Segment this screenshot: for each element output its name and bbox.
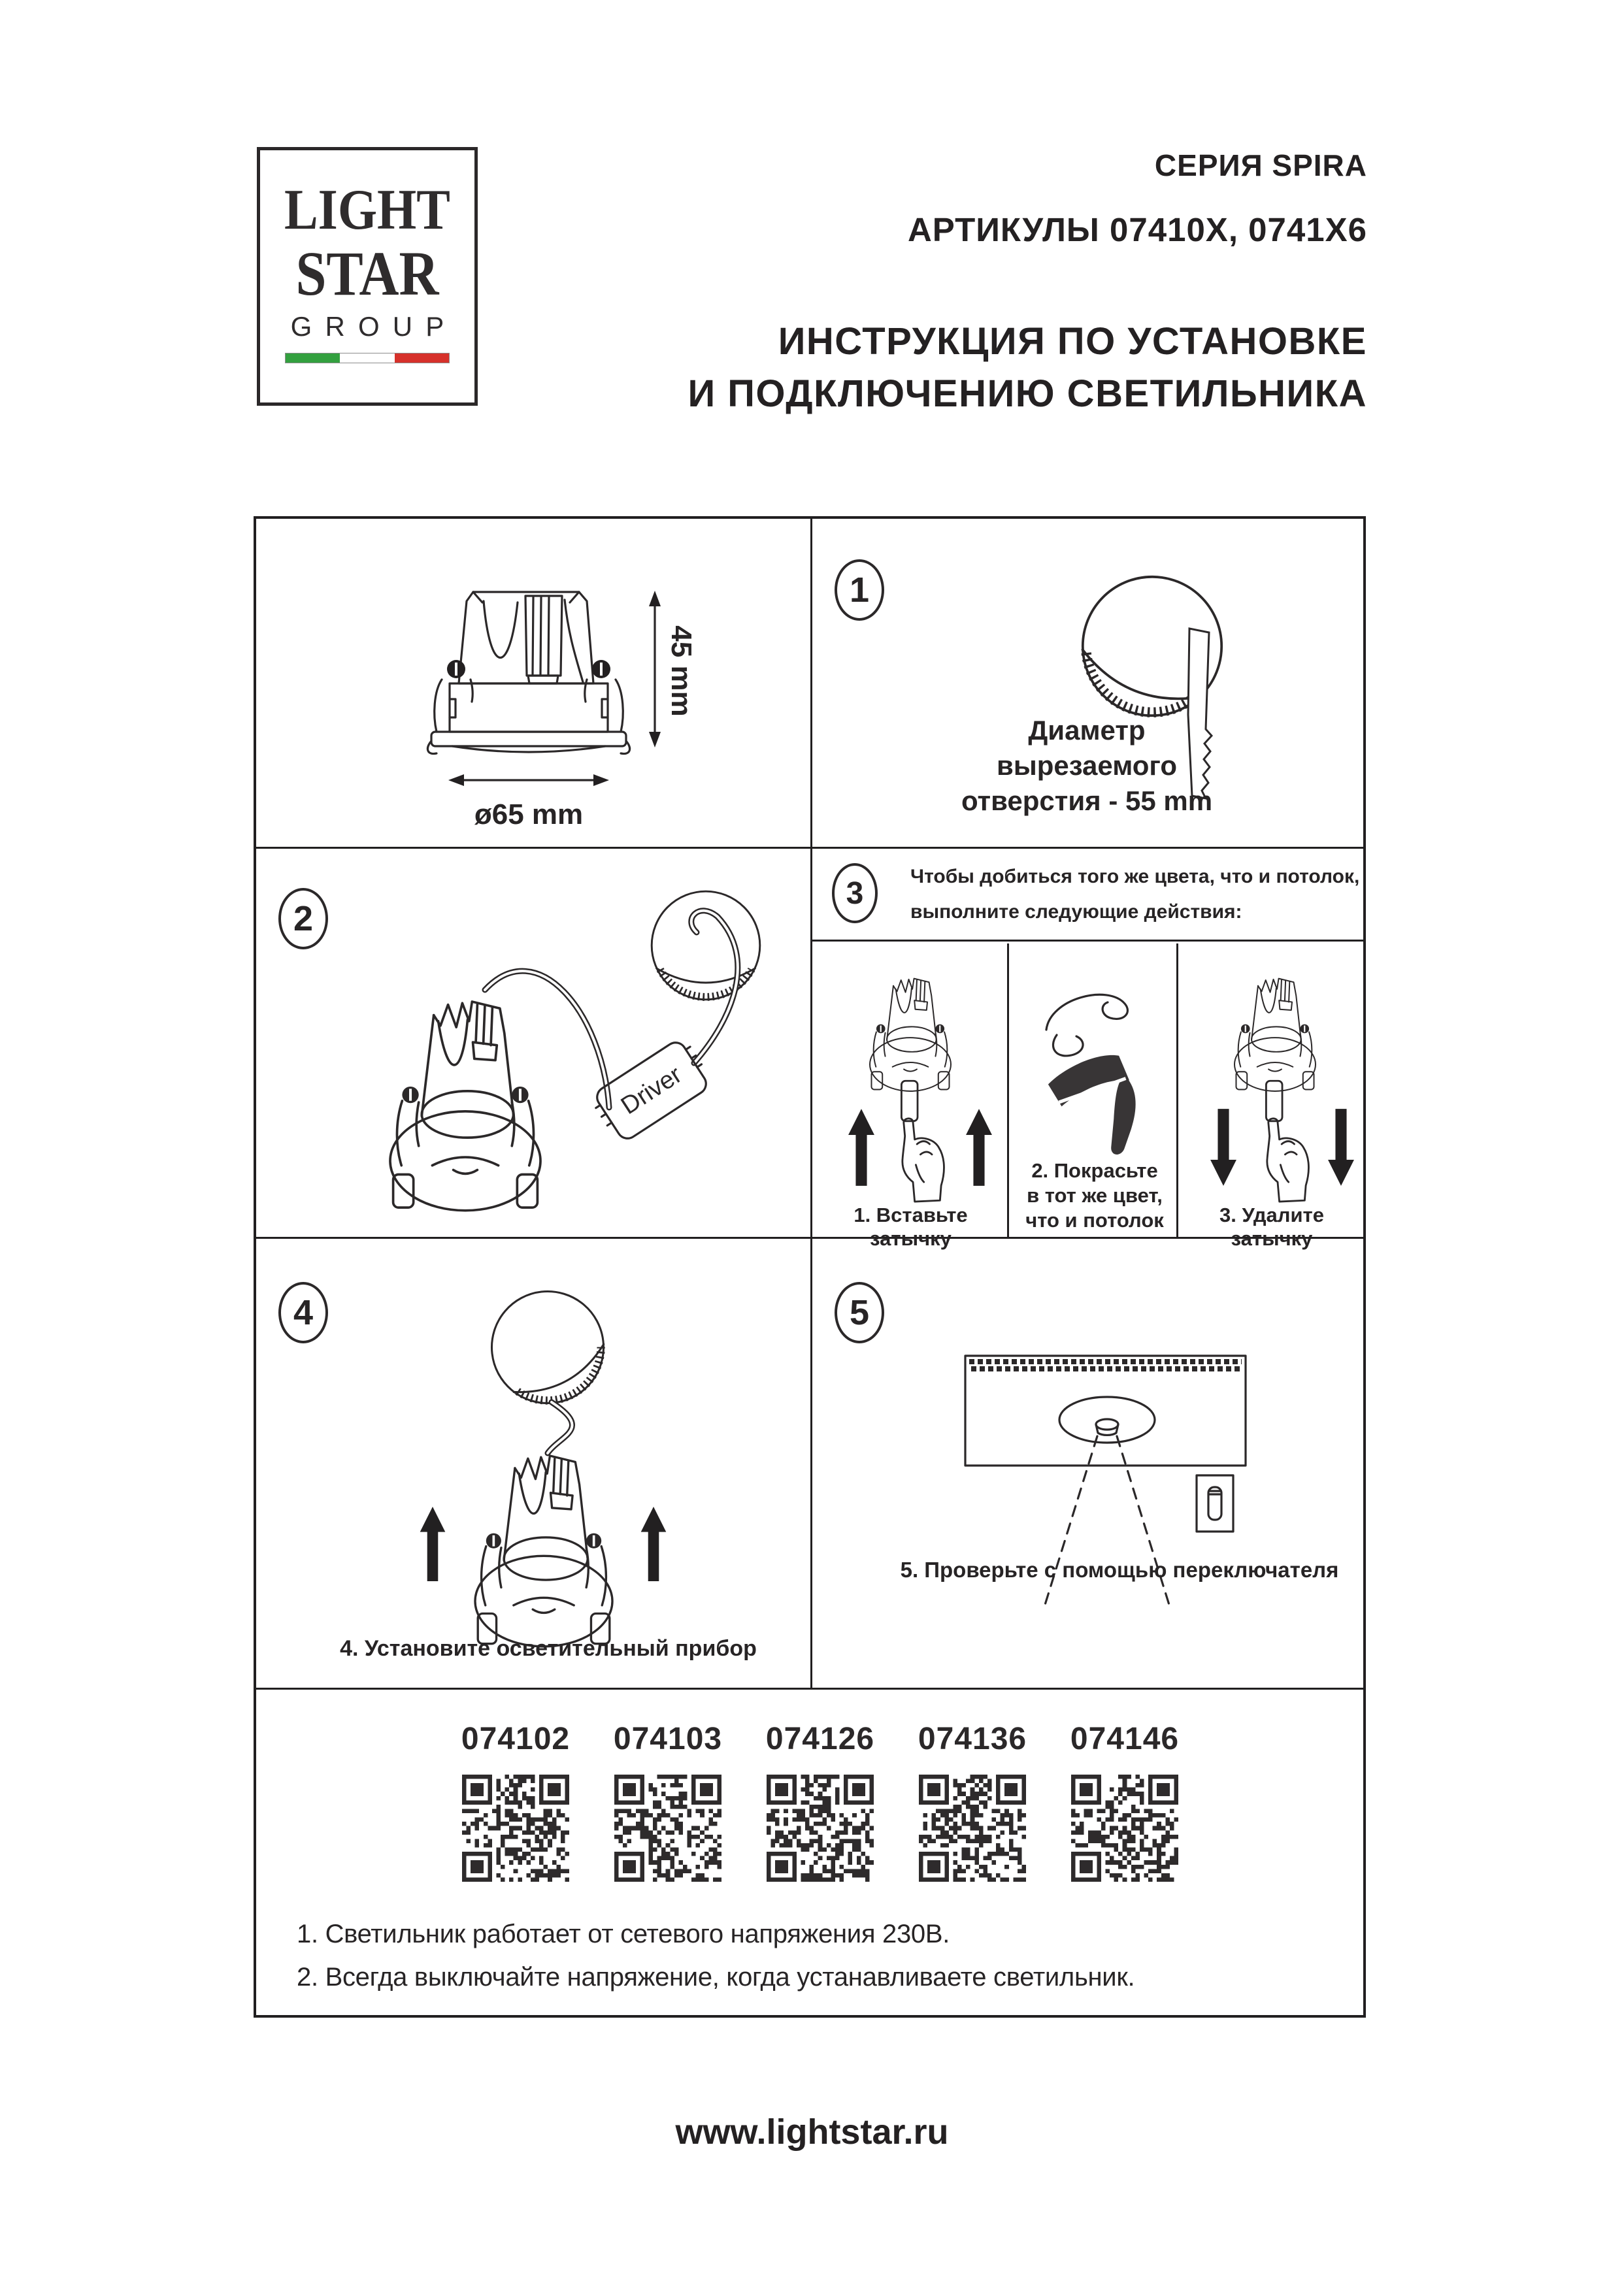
qr-code bbox=[919, 1775, 1026, 1882]
instruction-title-line2: И ПОДКЛЮЧЕНИЮ СВЕТИЛЬНИКА bbox=[688, 372, 1367, 415]
articles-line: АРТИКУЛЫ 07410X, 0741X6 bbox=[907, 211, 1367, 248]
step3-number: 3 bbox=[832, 863, 878, 923]
logo-word-group: GROUP bbox=[290, 311, 457, 342]
flag-green-stripe bbox=[286, 353, 340, 363]
step1-number: 1 bbox=[835, 559, 884, 621]
series-title: СЕРИЯ SPIRA bbox=[1154, 148, 1367, 182]
panel-step2 bbox=[256, 849, 812, 1239]
substep2-caption-line2: в тот же цвет, bbox=[1027, 1184, 1163, 1207]
driver-label: Driver bbox=[616, 1060, 687, 1121]
note-line1: 1. Светильник работает от сетевого напряжения 230В. bbox=[297, 1920, 950, 1948]
switch-test-drawing bbox=[812, 1239, 1363, 1690]
step1-caption-line1: Диаметр bbox=[1028, 715, 1146, 746]
step5-caption: 5. Проверьте с помощью переключателя bbox=[900, 1558, 1339, 1582]
panel-step4 bbox=[256, 1239, 812, 1690]
step2-number: 2 bbox=[278, 888, 328, 949]
lightstar-logo bbox=[257, 147, 478, 406]
step3-intro-line1: Чтобы добиться того же цвета, что и потолок, bbox=[910, 866, 1360, 887]
install-fixture-drawing bbox=[256, 1239, 812, 1690]
qr-article-label: 074126 bbox=[765, 1722, 875, 1756]
panel-step5 bbox=[812, 1239, 1363, 1690]
flag-red-stripe bbox=[395, 353, 449, 363]
remove-plug-drawing bbox=[1180, 943, 1363, 1237]
document-header bbox=[688, 148, 1367, 420]
substep2-caption-line3: что и потолок bbox=[1025, 1209, 1164, 1232]
panel-dimensions bbox=[256, 519, 812, 849]
height-dimension-label: 45 mm bbox=[665, 625, 697, 717]
qr-article-label: 074102 bbox=[461, 1722, 571, 1756]
panel-qr-codes bbox=[256, 1690, 1363, 2015]
substep3-caption: 3. Удалите затычку bbox=[1219, 1204, 1324, 1250]
qr-code bbox=[767, 1775, 874, 1882]
qr-article-label: 074136 bbox=[918, 1722, 1027, 1756]
step3-header bbox=[812, 849, 1363, 942]
step4-number: 4 bbox=[278, 1282, 328, 1343]
panel-step3 bbox=[812, 849, 1363, 1250]
logo-word-star: STAR bbox=[295, 238, 439, 308]
step5-number: 5 bbox=[835, 1282, 884, 1343]
qr-article-label: 074146 bbox=[1070, 1722, 1180, 1756]
qr-code bbox=[614, 1775, 721, 1882]
qr-code bbox=[462, 1775, 569, 1882]
panel-step1 bbox=[812, 519, 1363, 849]
step3-intro-line2: выполните следующие действия: bbox=[910, 901, 1242, 923]
step4-caption: 4. Установите осветительный прибор bbox=[340, 1636, 757, 1661]
insert-plug-drawing bbox=[812, 943, 1009, 1237]
diameter-dimension-label: ø65 mm bbox=[474, 798, 584, 830]
website-url: www.lightstar.ru bbox=[675, 2112, 949, 2152]
instruction-title-line1: ИНСТРУКЦИЯ ПО УСТАНОВКЕ bbox=[778, 320, 1367, 363]
substep2-caption-line1: 2. Покрасьте bbox=[1031, 1159, 1158, 1182]
step3-substep-remove bbox=[1180, 943, 1363, 1250]
qr-code bbox=[1071, 1775, 1178, 1882]
step3-substep-paint bbox=[1011, 943, 1178, 1237]
qr-article-label: 074103 bbox=[613, 1722, 723, 1756]
step1-caption-line2: вырезаемого bbox=[997, 750, 1177, 781]
instruction-grid bbox=[254, 516, 1366, 2018]
substep1-caption: 1. Вставьте затычку bbox=[853, 1204, 968, 1250]
driver-connection-drawing bbox=[256, 849, 812, 1239]
italian-flag-bar bbox=[285, 353, 450, 363]
note-line2: 2. Всегда выключайте напряжение, когда устанавливаете светильник. bbox=[297, 1963, 1135, 1992]
step1-caption-line3: отверстия - 55 mm bbox=[961, 785, 1213, 816]
step3-substep-insert bbox=[812, 943, 1009, 1250]
logo-word-light: LIGHT bbox=[284, 178, 450, 242]
flag-white-stripe bbox=[340, 353, 394, 363]
